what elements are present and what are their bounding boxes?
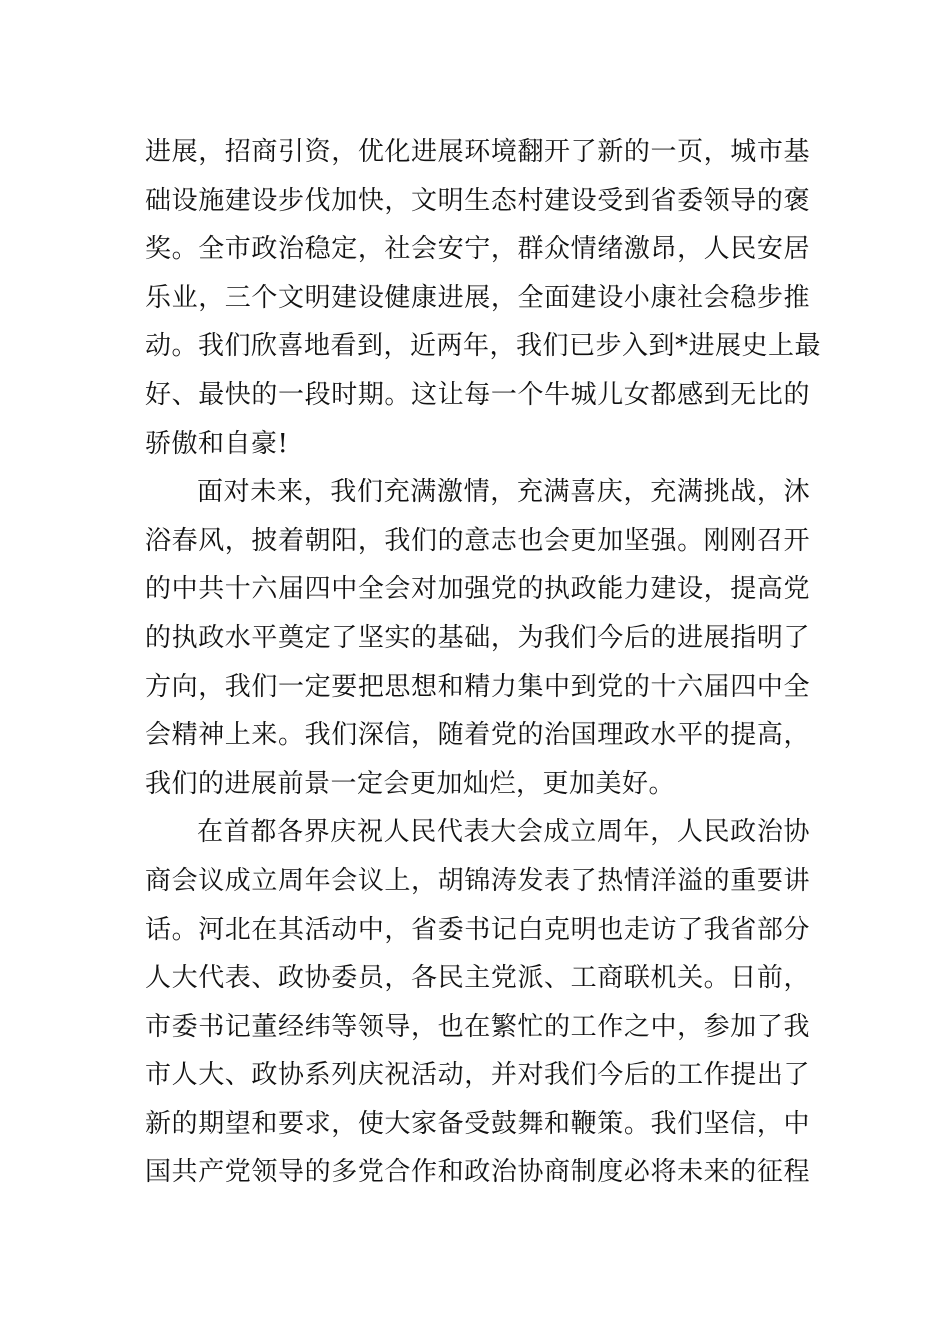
text-line: 的执政水平奠定了坚实的基础，为我们今后的进展指明了 <box>145 622 810 653</box>
text-line: 市人大、政协系列庆祝活动，并对我们今后的工作提出了 <box>145 1060 810 1091</box>
text-line: 骄傲和自豪! <box>145 428 289 459</box>
paragraph-2 <box>145 468 810 808</box>
text-line: 市委书记董经纬等领导，也在繁忙的工作之中，参加了我 <box>145 1011 810 1042</box>
text-line: 础设施建设步伐加快，文明生态村建设受到省委领导的褒 <box>145 185 810 216</box>
text-line: 奖。全市政治稳定，社会安宁，群众情绪激昂，人民安居 <box>145 234 810 265</box>
text-line: 乐业，三个文明建设健康进展，全面建设小康社会稳步推 <box>145 282 810 313</box>
text-line: 人大代表、政协委员，各民主党派、工商联机关。日前， <box>145 963 810 994</box>
text-line: 浴春风，披着朝阳，我们的意志也会更加坚强。刚刚召开 <box>145 525 810 556</box>
text-line: 好、最快的一段时期。这让每一个牛城儿女都感到无比的 <box>145 379 810 410</box>
text-line: 新的期望和要求，使大家备受鼓舞和鞭策。我们坚信，中 <box>145 1108 810 1139</box>
text-line: 面对未来，我们充满激情，充满喜庆，充满挑战，沐 <box>197 477 810 508</box>
text-line: 我们的进展前景一定会更加灿烂，更加美好。 <box>145 768 676 799</box>
text-line: 话。河北在其活动中，省委书记白克明也走访了我省部分 <box>145 914 810 945</box>
text-line: 方向，我们一定要把思想和精力集中到党的十六届四中全 <box>145 671 810 702</box>
text-line: 进展，招商引资，优化进展环境翻开了新的一页，城市基 <box>145 137 810 167</box>
text-line: 的中共十六届四中全会对加强党的执政能力建设，提高党 <box>145 574 810 605</box>
body-text <box>145 128 822 1197</box>
text-line: 商会议成立周年会议上，胡锦涛发表了热情洋溢的重要讲 <box>145 865 810 896</box>
paragraph-1 <box>145 128 822 468</box>
text-line: 会精神上来。我们深信，随着党的治国理政水平的提高， <box>145 720 810 751</box>
text-line: 国共产党领导的多党合作和政治协商制度必将未来的征程 <box>145 1157 810 1188</box>
paragraph-3 <box>145 808 810 1197</box>
text-line: 在首都各界庆祝人民代表大会成立周年，人民政治协 <box>197 817 810 848</box>
text-line: 动。我们欣喜地看到，近两年，我们已步入到*进展史上最 <box>145 331 822 362</box>
